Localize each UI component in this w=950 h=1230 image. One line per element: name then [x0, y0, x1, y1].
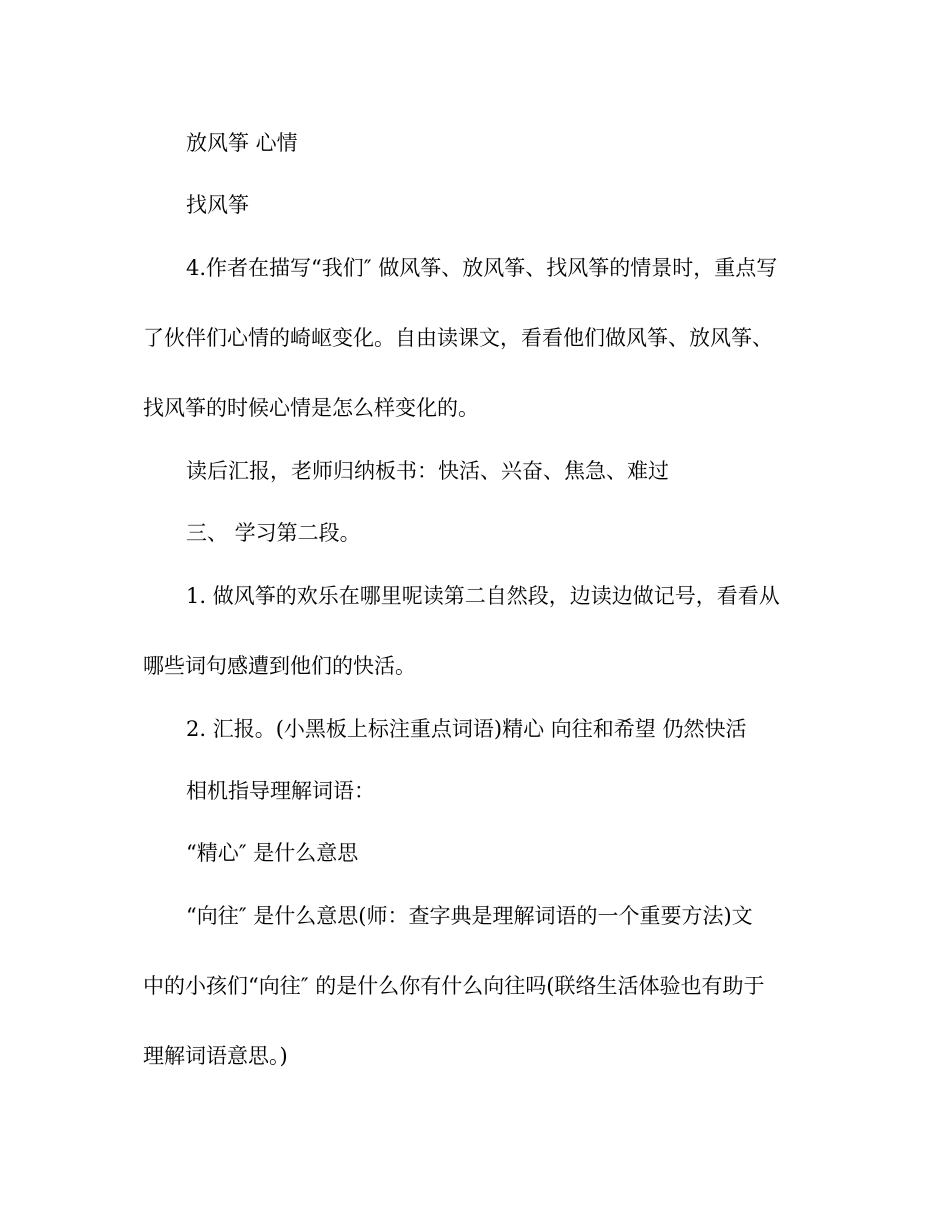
text-line: 找风筝 [186, 193, 249, 217]
paragraph-line: 哪些词句感遭到他们的快活。 [143, 654, 416, 678]
paragraph-line: 理解词语意思。) [143, 1044, 288, 1068]
paragraph-line: “向往″ 是什么意思(师：查字典是理解词语的一个重要方法)文 [186, 904, 753, 928]
paragraph-line: 2. 汇报。(小黑板上标注重点词语)精心 向往和希望 仍然快活 [186, 717, 747, 741]
section-heading: 三、 学习第二段。 [186, 521, 361, 545]
text-line: 放风筝 心情 [186, 131, 298, 155]
paragraph-line: 1. 做风筝的欢乐在哪里呢读第二自然段，边读边做记号，看看从 [186, 584, 780, 608]
paragraph-line: “精心″ 是什么意思 [186, 841, 359, 865]
paragraph-line: 中的小孩们“向往″ 的是什么你有什么向往吗(联络生活体验也有助于 [143, 974, 765, 998]
paragraph-line: 4.作者在描写“我们″ 做风筝、放风筝、找风筝的情景时，重点写 [186, 256, 778, 280]
paragraph-line: 了伙伴们心情的崎岖变化。自由读课文，看看他们做风筝、放风筝、 [143, 326, 773, 350]
paragraph-line: 找风筝的时候心情是怎么样变化的。 [143, 396, 479, 420]
paragraph-line: 读后汇报，老师归纳板书：快活、兴奋、焦急、难过 [186, 459, 669, 483]
paragraph-line: 相机指导理解词语： [186, 779, 375, 803]
